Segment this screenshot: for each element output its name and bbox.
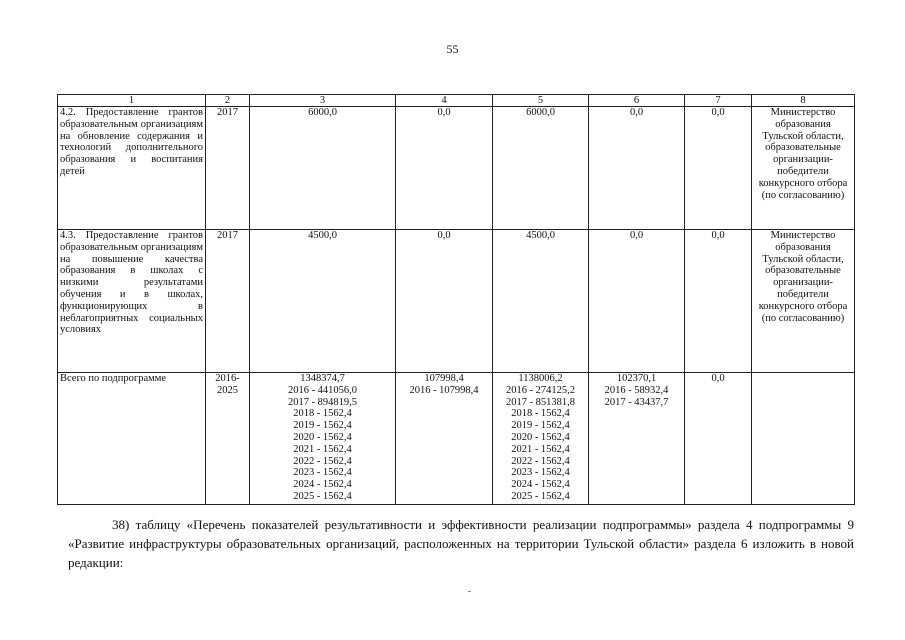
other-cell: 0,0 [685, 230, 752, 373]
measure-name-cell: 4.2. Предоставление грантов образовательным организациям на обновление содержания и технологий дополнительного образования и воспитания детей [58, 107, 206, 230]
total-value: 1348374,7 [300, 373, 345, 384]
header-cell: 8 [752, 95, 855, 107]
regional-cell [493, 107, 589, 230]
table-header-row [58, 95, 855, 107]
total-year-value: 2024 - 1562,4 [293, 479, 352, 491]
header-cell: 7 [685, 95, 752, 107]
total-cell [250, 230, 396, 373]
regional-year-value: 2025 - 1562,4 [511, 490, 570, 502]
header-cell: 4 [396, 95, 493, 107]
scan-speck [468, 591, 471, 592]
federal-value: 0,0 [437, 230, 451, 241]
other-cell: 0,0 [685, 107, 752, 230]
total-year-value: 2016 - 441056,0 [287, 384, 358, 396]
regional-cell [493, 373, 589, 505]
executor-cell [752, 373, 855, 505]
total-value: 4500,0 [308, 230, 337, 241]
total-year-value: 2019 - 1562,4 [293, 420, 352, 432]
table-row [58, 230, 855, 373]
federal-cell [396, 373, 493, 505]
page-number: 55 [446, 42, 459, 56]
federal-value: 107998,4 [424, 373, 464, 384]
regional-year-value: 2017 - 851381,8 [505, 396, 576, 408]
municipal-year-value: 2016 - 58932,4 [604, 384, 669, 396]
federal-value: 0,0 [437, 107, 451, 118]
executor-cell: Министерство образования Тульской области, образовательные организации-победители конкурсного отбора (по согласованию) [752, 230, 855, 373]
total-cell [250, 107, 396, 230]
total-year-value: 2022 - 1562,4 [293, 455, 352, 467]
header-cell: 2 [206, 95, 250, 107]
federal-cell [396, 230, 493, 373]
municipal-year-value: 2017 - 43437,7 [604, 396, 669, 408]
measure-name-cell: 4.3. Предоставление грантов образовательным организациям на повышение качества образования в школах с низкими результатами обучения и в школах, функционирующих в неблагоприятных социальных условиях [58, 230, 206, 373]
municipal-cell [589, 230, 685, 373]
regional-year-value: 2021 - 1562,4 [511, 443, 570, 455]
year-cell: 2016-2025 [206, 373, 250, 505]
regional-year-value: 2023 - 1562,4 [511, 467, 570, 479]
municipal-value: 0,0 [629, 107, 644, 118]
regional-year-value: 2020 - 1562,4 [511, 431, 570, 443]
regional-value: 1138006,2 [518, 373, 563, 384]
other-cell: 0,0 [685, 373, 752, 505]
regional-year-value: 2016 - 274125,2 [505, 384, 576, 396]
regional-value: 4500,0 [526, 230, 555, 241]
total-year-value: 2021 - 1562,4 [293, 443, 352, 455]
executor-cell: Министерство образования Тульской области, образовательные организации-победители конкурсного отбора (по согласованию) [752, 107, 855, 230]
municipal-cell [589, 373, 685, 505]
total-year-value: 2020 - 1562,4 [293, 431, 352, 443]
year-cell: 2017 [206, 107, 250, 230]
table-row [58, 107, 855, 230]
total-year-value: 2018 - 1562,4 [293, 408, 352, 420]
total-year-value: 2023 - 1562,4 [293, 467, 352, 479]
municipal-cell [589, 107, 685, 230]
regional-cell [493, 230, 589, 373]
total-year-value: 2017 - 894819,5 [287, 396, 358, 408]
header-cell: 1 [58, 95, 206, 107]
regional-year-value: 2019 - 1562,4 [511, 420, 570, 432]
year-cell: 2017 [206, 230, 250, 373]
header-cell: 3 [250, 95, 396, 107]
federal-cell [396, 107, 493, 230]
total-cell [250, 373, 396, 505]
total-value: 6000,0 [308, 107, 337, 118]
regional-year-value: 2024 - 1562,4 [511, 479, 570, 491]
header-cell: 5 [493, 95, 589, 107]
table-row-total [58, 373, 855, 505]
municipal-value: 102370,1 [616, 373, 657, 384]
regional-value: 6000,0 [526, 107, 555, 118]
header-cell: 6 [589, 95, 685, 107]
budget-table [57, 94, 855, 505]
regional-year-value: 2018 - 1562,4 [511, 408, 570, 420]
total-year-value: 2025 - 1562,4 [293, 490, 352, 502]
instruction-paragraph: 38) таблицу «Перечень показателей результативности и эффективности реализации подпрограммы» раздела 4 подпрограммы 9 «Развитие инфраструктуры образовательных организаций, расположенных на территории Тульской области» раздела 6 изложить в новой редакции: [68, 517, 854, 570]
federal-year-value: 2016 - 107998,4 [409, 384, 479, 396]
measure-name-cell: Всего по подпрограмме [58, 373, 206, 505]
municipal-value: 0,0 [629, 230, 644, 241]
regional-year-value: 2022 - 1562,4 [511, 455, 570, 467]
